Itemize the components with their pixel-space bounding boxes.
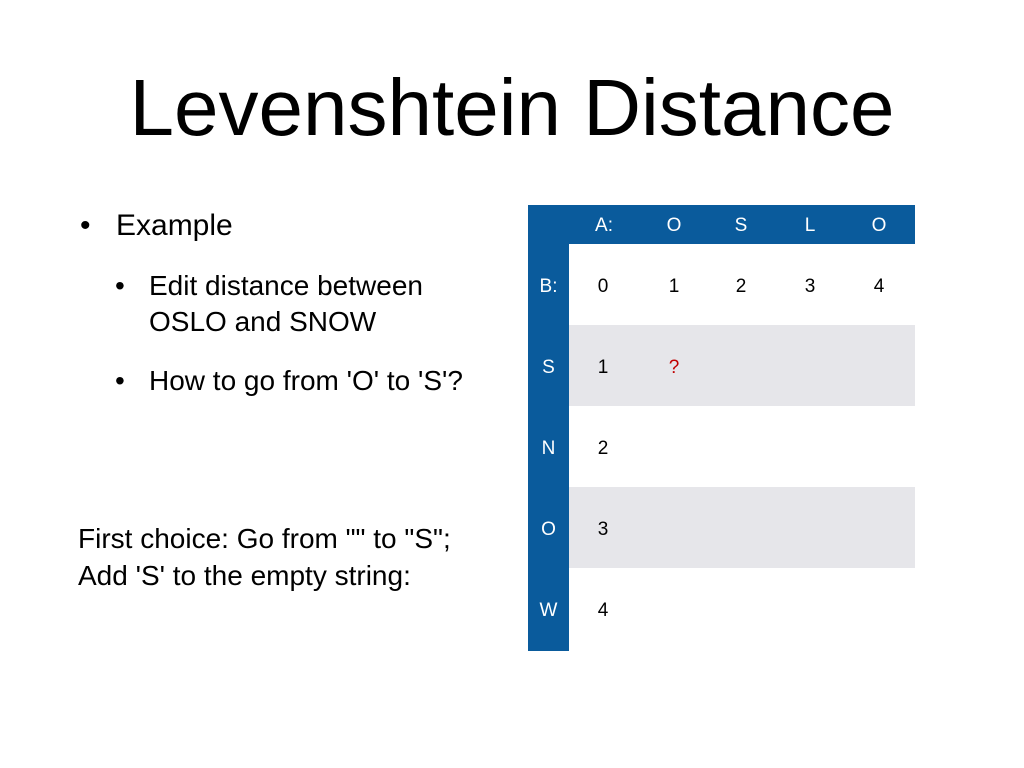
bullet-marker: • — [80, 209, 91, 242]
bullet-marker: • — [115, 365, 125, 396]
header-corner-label: A: — [595, 215, 613, 236]
bullet-how-to-go — [115, 363, 475, 399]
table-cell: 4 — [597, 600, 609, 621]
bullet-example — [80, 206, 233, 246]
table-cell: 3 — [597, 519, 609, 540]
distance-table — [528, 205, 915, 651]
bullet-text: How to go from 'O' to 'S'? — [149, 365, 463, 396]
bullet-marker: • — [115, 270, 125, 301]
row-label-s: S — [542, 357, 555, 378]
slide-title: Levenshtein Distance — [129, 63, 895, 152]
table-cell: 1 — [668, 276, 680, 297]
row-label-o: O — [541, 519, 556, 540]
header-column-s: S — [734, 215, 748, 236]
header-column-o2: O — [871, 215, 887, 236]
table-cell: 0 — [597, 276, 609, 297]
header-column-l: L — [804, 215, 816, 236]
table-cell: 2 — [597, 438, 609, 459]
table-cell: 3 — [804, 276, 816, 297]
table-cell: 4 — [873, 276, 885, 297]
row-label-w: W — [539, 600, 558, 621]
header-column-o1: O — [666, 215, 682, 236]
bullet-edit-distance — [115, 268, 475, 340]
bullet-text: Edit distance between OSLO and SNOW — [149, 270, 423, 337]
bullet-text: Example — [116, 209, 233, 242]
row-label-n: N — [541, 438, 556, 459]
first-choice-note: First choice: Go from "" to "S"; Add 'S' to the empty string: — [78, 523, 451, 591]
unknown-cell-question: ? — [668, 357, 680, 378]
table-cell: 2 — [735, 276, 747, 297]
row-label-b: B: — [539, 276, 558, 297]
table-cell: 1 — [597, 357, 609, 378]
